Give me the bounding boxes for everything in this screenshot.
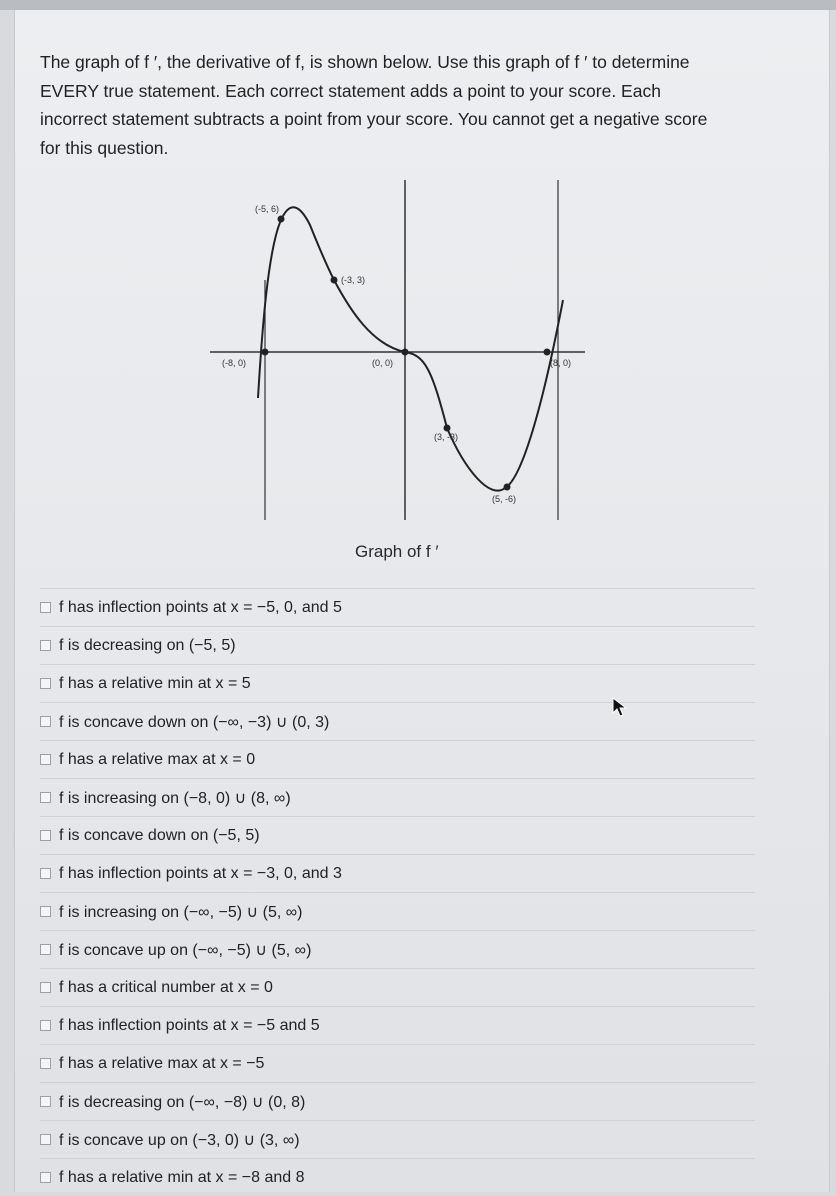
point-8-0 <box>544 349 551 356</box>
option-label: f is concave up on (−3, 0) ∪ (3, ∞) <box>59 1131 300 1149</box>
option-checkbox[interactable] <box>40 1058 51 1069</box>
option-checkbox[interactable] <box>40 944 51 955</box>
point-5-neg6 <box>504 484 511 491</box>
option-checkbox[interactable] <box>40 982 51 993</box>
label-5-neg6: (5, -6) <box>492 494 517 504</box>
graph-caption: Graph of f ′ <box>355 542 439 561</box>
option-checkbox[interactable] <box>40 716 51 727</box>
option-label: f has a relative min at x = −8 and 8 <box>59 1168 305 1186</box>
option-checkbox[interactable] <box>40 1020 51 1031</box>
label-3-neg3: (3, -3) <box>434 432 459 442</box>
label-8-0: (8, 0) <box>550 358 572 368</box>
option-row[interactable] <box>40 1082 755 1120</box>
option-label: f is increasing on (−∞, −5) ∪ (5, ∞) <box>59 903 303 921</box>
option-row[interactable] <box>40 740 755 778</box>
option-label: f has a critical number at x = 0 <box>59 978 273 996</box>
option-checkbox[interactable] <box>40 906 51 917</box>
option-checkbox[interactable] <box>40 754 51 765</box>
point-neg3-3 <box>331 277 338 284</box>
option-checkbox[interactable] <box>40 640 51 651</box>
option-label: f is increasing on (−8, 0) ∪ (8, ∞) <box>59 789 291 807</box>
prompt-line-2: EVERY true statement. Each correct statement adds a point to your score. Each <box>40 80 661 101</box>
label-neg3-3: (-3, 3) <box>341 275 366 285</box>
point-0-0 <box>402 349 409 356</box>
option-row[interactable] <box>40 702 755 740</box>
option-checkbox[interactable] <box>40 868 51 879</box>
label-neg5-6: (-5, 6) <box>255 204 280 214</box>
label-0-0: (0, 0) <box>372 358 394 368</box>
option-label: f is decreasing on (−5, 5) <box>59 636 236 654</box>
option-label: f has inflection points at x = −5, 0, and 5 <box>59 598 342 616</box>
prompt-line-1: The graph of f ′, the derivative of f, is shown below. Use this graph of f ′ to determine <box>40 52 690 72</box>
option-checkbox[interactable] <box>40 602 51 613</box>
option-row[interactable] <box>40 816 755 854</box>
option-row[interactable] <box>40 1044 755 1082</box>
option-row[interactable] <box>40 1120 755 1158</box>
option-checkbox[interactable] <box>40 678 51 689</box>
mouse-cursor-icon <box>612 697 628 722</box>
option-row[interactable] <box>40 588 755 626</box>
option-row[interactable] <box>40 1158 755 1196</box>
option-row[interactable] <box>40 626 755 664</box>
option-label: f is decreasing on (−∞, −8) ∪ (0, 8) <box>59 1093 306 1111</box>
option-label: f has inflection points at x = −3, 0, and 3 <box>59 864 342 882</box>
option-row[interactable] <box>40 778 755 816</box>
option-checkbox[interactable] <box>40 1096 51 1107</box>
prompt-line-4: for this question. <box>40 137 169 158</box>
point-neg5-6 <box>278 216 285 223</box>
option-checkbox[interactable] <box>40 1134 51 1145</box>
prompt-line-3: incorrect statement subtracts a point from your score. You cannot get a negative score <box>40 109 708 129</box>
derivative-curve <box>258 207 563 490</box>
option-label: f is concave down on (−5, 5) <box>59 826 260 844</box>
option-checkbox[interactable] <box>40 830 51 841</box>
option-row[interactable] <box>40 930 755 968</box>
option-row[interactable] <box>40 1006 755 1044</box>
option-label: f is concave down on (−∞, −3) ∪ (0, 3) <box>59 713 330 731</box>
point-neg8-0 <box>262 349 269 356</box>
option-checkbox[interactable] <box>40 1172 51 1183</box>
option-label: f has inflection points at x = −5 and 5 <box>59 1016 320 1034</box>
option-row[interactable] <box>40 892 755 930</box>
option-row[interactable] <box>40 664 755 702</box>
point-3-neg3 <box>444 425 451 432</box>
option-checkbox[interactable] <box>40 792 51 803</box>
label-neg8-0: (-8, 0) <box>222 358 247 368</box>
option-label: f is concave up on (−∞, −5) ∪ (5, ∞) <box>59 941 312 959</box>
option-label: f has a relative max at x = 0 <box>59 750 256 768</box>
option-row[interactable] <box>40 854 755 892</box>
option-label: f has a relative max at x = −5 <box>59 1054 265 1072</box>
option-row[interactable] <box>40 968 755 1006</box>
option-label: f has a relative min at x = 5 <box>59 674 251 692</box>
answer-options <box>40 588 755 1196</box>
